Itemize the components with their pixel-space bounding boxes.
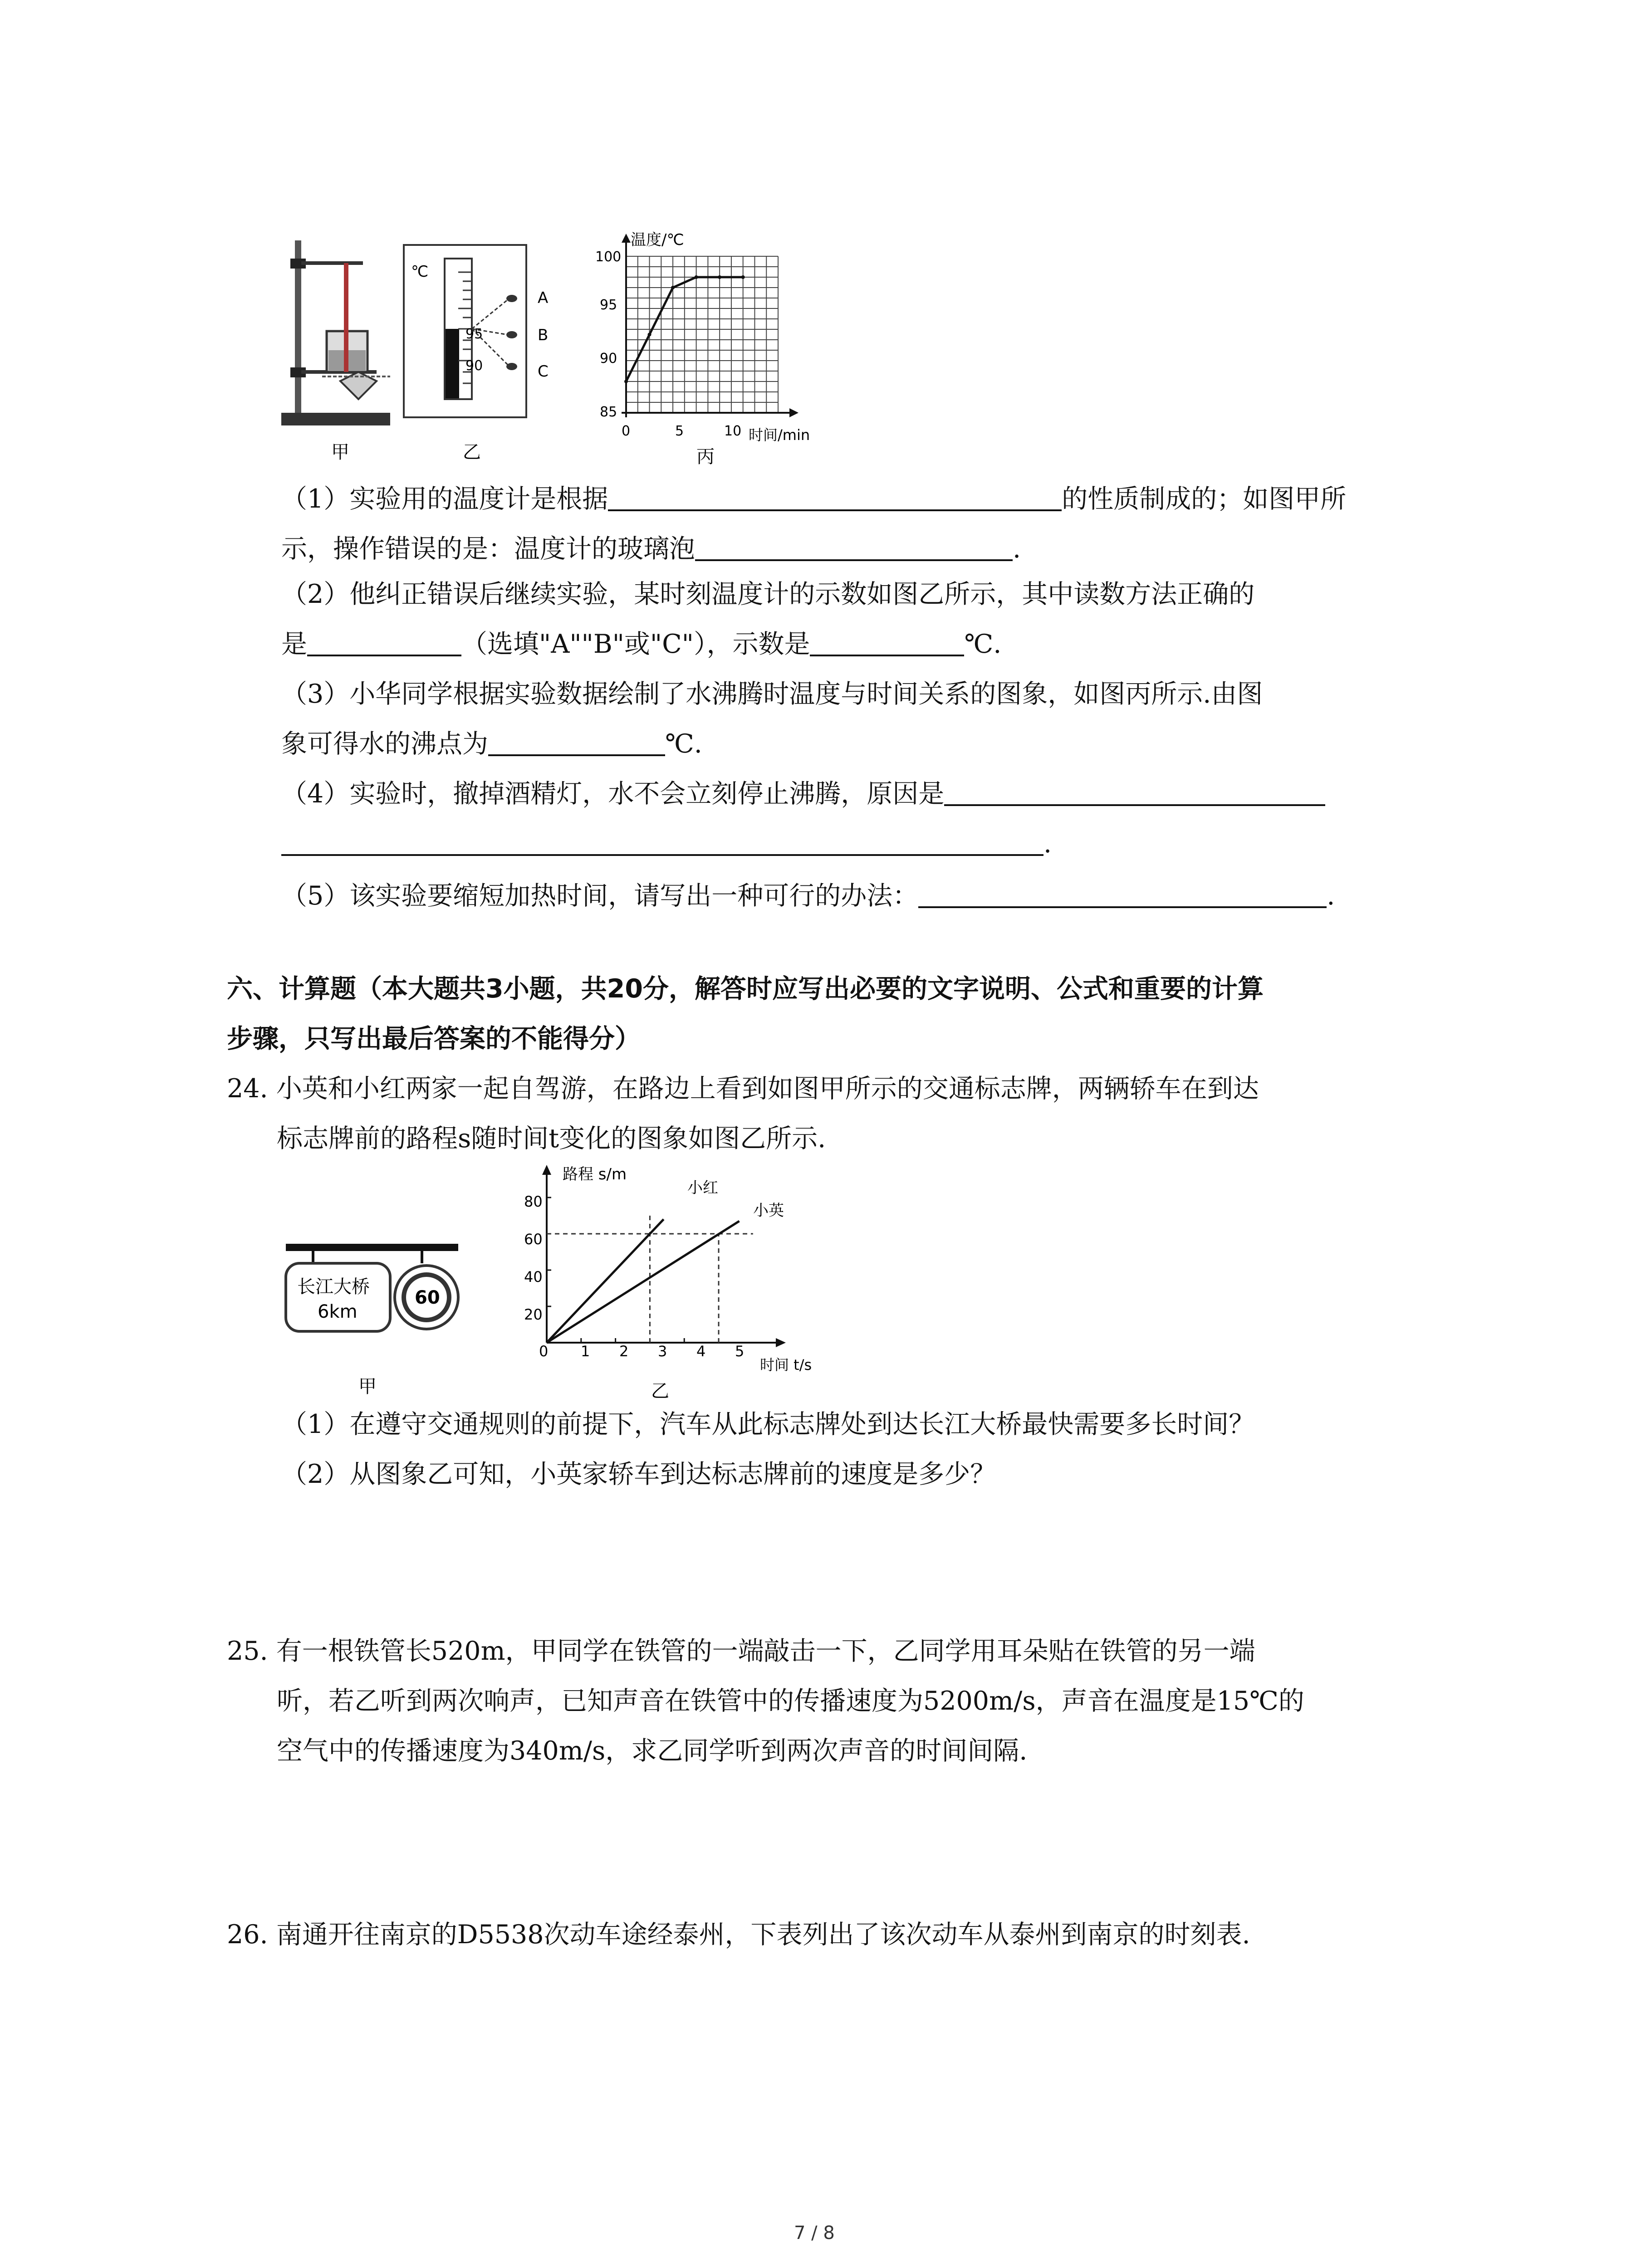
temp-data-point <box>718 275 721 279</box>
dist-x-arrow <box>776 1338 786 1347</box>
dist-origin: 0 <box>539 1343 549 1360</box>
temp-data-point <box>648 333 652 337</box>
dist-ytick-80: 80 <box>524 1193 543 1210</box>
dist-xtick-4: 4 <box>696 1343 706 1360</box>
dist-graph-xlabel: 时间 t/s <box>760 1356 812 1374</box>
section6-heading-line1: 六、计算题（本大题共3小题，共20分，解答时应写出必要的文字说明、公式和重要的计算 <box>227 974 1264 1004</box>
traffic-sign-figure <box>286 1247 458 1331</box>
fig-caption-bing: 丙 <box>696 446 715 467</box>
apparatus-stand-figure <box>281 240 390 425</box>
q23-answer-blank-6[interactable] <box>944 777 1325 806</box>
q23-part3-line1: （3）小华同学根据实验数据绘制了水沸腾时温度与时间关系的图象，如图丙所示.由图 <box>281 679 1263 709</box>
temp-ytick-90: 90 <box>600 351 617 367</box>
eye-label-a: A <box>538 289 549 307</box>
q23-answer-blank-8[interactable] <box>918 879 1327 908</box>
q23-part1-line2: 示，操作错误的是：温度计的玻璃泡 . <box>281 531 1021 567</box>
series-label-xiaoying: 小英 <box>753 1202 784 1220</box>
eye-label-c: C <box>538 362 549 381</box>
q24-subquestion-2: （2）从图象乙可知，小英家轿车到达标志牌前的速度是多少？ <box>281 1459 996 1489</box>
dist-y-arrow <box>542 1165 551 1175</box>
q25-text-line2: 听，若乙听到两次响声，已知声音在铁管中的传播速度为5200m/s，声音在温度是15℃的 <box>277 1686 1304 1716</box>
fig-caption-yi: 乙 <box>463 442 481 463</box>
page-number: 7 / 8 <box>794 2223 835 2244</box>
temp-graph-xlabel: 时间/min <box>749 426 810 444</box>
q24-figures <box>272 1161 862 1406</box>
thermometer-reading-figure <box>404 245 549 417</box>
fig-caption-jia: 甲 <box>331 442 349 463</box>
series-line-xiaoying <box>547 1221 740 1343</box>
q24-caption-jia: 甲 <box>358 1376 377 1397</box>
q23-answer-blank-3[interactable] <box>307 627 461 656</box>
dist-xtick-5: 5 <box>735 1343 745 1360</box>
temp-y-arrow <box>622 234 631 243</box>
experiment-figures-top <box>272 231 885 467</box>
q23-answer-blank-2[interactable] <box>695 532 1013 561</box>
scale-label-95: 95 <box>465 326 483 342</box>
temp-xtick-0: 0 <box>622 423 631 439</box>
temperature-time-graph <box>595 231 810 444</box>
q23-part2-line1: （2）他纠正错误后继续实验，某时刻温度计的示数如图乙所示，其中读数方法正确的 <box>281 579 1255 609</box>
temp-data-point <box>624 380 628 383</box>
q24-caption-yi: 乙 <box>651 1381 669 1402</box>
temp-data-point <box>695 275 698 279</box>
q23-answer-blank-1[interactable] <box>608 482 1062 511</box>
q23-part1-line1: （1）实验用的温度计是根据 的性质制成的；如图甲所 <box>281 481 1346 517</box>
q23-part2-line2: 是 （选填"A""B"或"C"），示数是 ℃. <box>281 626 1001 662</box>
temp-data-point <box>741 275 745 279</box>
distance-time-graph <box>524 1165 812 1374</box>
q25-text-line3: 空气中的传播速度为340m/s，求乙同学听到两次声音的时间间隔. <box>277 1736 1028 1766</box>
temp-xtick-5: 5 <box>675 423 684 439</box>
q23-part4-line2: . <box>281 826 1052 862</box>
temp-xtick-10: 10 <box>724 423 742 439</box>
series-label-xiaohong: 小红 <box>687 1179 718 1197</box>
dist-xtick-3: 3 <box>658 1343 667 1360</box>
sign-bridge-name: 长江大桥 <box>297 1276 370 1297</box>
q23-answer-blank-4[interactable] <box>810 627 964 656</box>
q23-part3-line2: 象可得水的沸点为 ℃. <box>281 726 702 762</box>
eye-label-b: B <box>538 326 549 344</box>
dist-ytick-20: 20 <box>524 1306 543 1323</box>
temp-ytick-85: 85 <box>600 404 617 420</box>
thermometer-unit: ℃ <box>411 263 429 281</box>
temp-ytick-100: 100 <box>595 249 622 265</box>
section6-heading-line2: 步骤，只写出最后答案的不能得分） <box>227 1024 641 1054</box>
dist-ytick-40: 40 <box>524 1268 543 1286</box>
dist-graph-ylabel: 路程 s/m <box>563 1165 627 1183</box>
q26-text-line1: 26. 南通开往南京的D5538次动车途经泰州，下表列出了该次动车从泰州到南京的时刻表. <box>227 1920 1250 1950</box>
dist-xtick-1: 1 <box>581 1343 590 1360</box>
q25-text-line1: 25. 有一根铁管长520m，甲同学在铁管的一端敲击一下，乙同学用耳朵贴在铁管的另一端 <box>227 1636 1255 1666</box>
q24-text-line1: 24. 小英和小红两家一起自驾游，在路边上看到如图甲所示的交通标志牌，两辆轿车在到达 <box>227 1074 1259 1104</box>
speed-limit-value: 60 <box>415 1287 440 1308</box>
temp-graph-ylabel: 温度/℃ <box>631 231 684 249</box>
q23-part4-line1: （4）实验时，撤掉酒精灯，水不会立刻停止沸腾，原因是 <box>281 776 1325 812</box>
q23-part5-line1: （5）该实验要缩短加热时间，请写出一种可行的办法： . <box>281 878 1335 914</box>
q23-answer-blank-5[interactable] <box>488 727 665 756</box>
temp-ytick-95: 95 <box>600 297 617 313</box>
temp-x-arrow <box>789 408 798 417</box>
q24-subquestion-1: （1）在遵守交通规则的前提下，汽车从此标志牌处到达长江大桥最快需要多长时间？ <box>281 1409 1255 1439</box>
q24-text-line2: 标志牌前的路程s随时间t变化的图象如图乙所示. <box>277 1124 826 1154</box>
temp-data-point <box>671 286 675 289</box>
dist-ytick-60: 60 <box>524 1231 543 1248</box>
q23-answer-blank-7[interactable] <box>281 827 1043 856</box>
dist-xtick-2: 2 <box>619 1343 629 1360</box>
scale-label-90: 90 <box>465 358 483 374</box>
sign-distance: 6km <box>318 1301 358 1322</box>
